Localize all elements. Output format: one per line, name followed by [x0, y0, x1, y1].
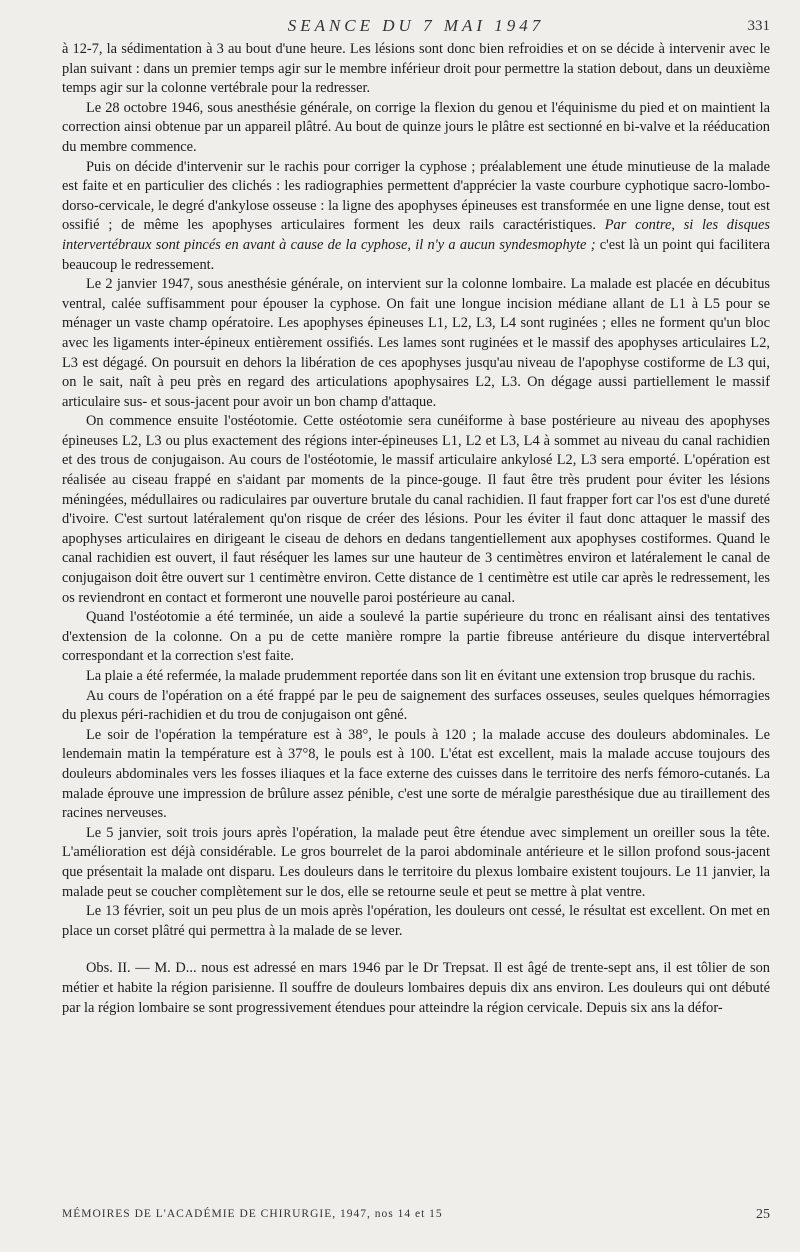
paragraph: Quand l'ostéotomie a été terminée, un aide a soulevé la partie supérieure du tronc en réalisant ainsi des tentatives d'extension de la colonne. On a pu de cette manière rompre la partie fibreuse antérieure du disque intervertébral correspondant et la correction s'est faite.	[62, 609, 770, 665]
header-page-number: 331	[747, 18, 770, 34]
paragraph: On commence ensuite l'ostéotomie. Cette ostéotomie sera cunéiforme à base postérieure au niveau des apophyses épineuses L2, L3 ou plus exactement des régions inter-épineuses L1, L2 et L3, L4 à sommet au niveau du canal rachidien et des trous de conjugaison. Au cours de l'ostéotomie, le massif articulaire ankylosé L2, L3 sera emporté. L'opération est réalisée au ciseau frappé en s'aidant par moments de la pince-gouge. Il faut être très prudent pour éviter les lésions méningées, médullaires ou radiculaires par ouverture brutale du canal rachidien. Il faut frapper fort car l'os est d'une dureté d'ivoire. C'est surtout latéralement qu'on risque de créer des lésions. Pour les éviter il faut donc attaquer le massif des apophyses articulaires en dirigeant le ciseau de dehors en dedans tangentiellement aux apophyses costiformes. Quand le canal rachidien est ouvert, il faut réséquer les lames sur une hauteur de 3 centimètres environ et latéralement le canal de conjugaison doit être ouvert sur 1 centimètre environ. Cette distance de 1 centimètre est utile car après le redressement, les os reviendront en contact et formeront une nouvelle paroi postérieure au canal.	[62, 413, 770, 606]
article-body	[62, 40, 770, 1018]
paragraph: Le 13 février, soit un peu plus de un mois après l'opération, les douleurs ont cessé, le résultat est excellent. On met en place un corset plâtré qui permettra à la malade de se lever.	[62, 903, 770, 939]
paragraph: Le soir de l'opération la température est à 38°, le pouls à 120 ; la malade accuse des douleurs abdominales. Le lendemain matin la température est à 37°8, le pouls est à 100. L'état est excellent, mais la malade accuse toujours des douleurs abdominales vers les fosses iliaques et la face externe des cuisses dans le territoire des nerfs fémoro-cutanés. La malade éprouve une impression de brûlure assez pénible, c'est une sorte de méralgie paresthésique due au tiraillement des racines nerveuses.	[62, 726, 770, 822]
header-title: SEANCE DU 7 MAI 1947	[287, 16, 545, 35]
paragraph-text: Puis on décide d'intervenir sur le rachis pour corriger la cyphose ; préalablement une étude minutieuse de la malade est faite et en particulier des clichés : les radiographies permettent d'apprécier la vaste courbure cyphotique sacro-lombo-dorso-cervicale, le degré d'ankylose osseuse : la ligne des apophyses épineuses est transformée en une ligne dense, tout est ossifié ; de même les apophyses articulaires forment les deux rails caractéristiques.	[62, 158, 770, 234]
paragraph: Le 2 janvier 1947, sous anesthésie générale, on intervient sur la colonne lombaire. La malade est placée en décubitus ventral, calée suffisamment pour épouser la cyphose. On fait une longue incision médiane allant de L1 à L5 pour se ménager un vaste champ opératoire. Les apophyses épineuses L1, L2, L3, L4 sont ruginées ; elles ne forment qu'un bloc avec les ligaments inter-épineux entièrement ossifiés. Les lames sont ruginées et le massif des apophyses articulaires L2, L3 est dégagé. On poursuit en dehors la libération de ces apophyses jusqu'au niveau de l'apophyse costiforme de L3 qui, on le sait, naît à peu près en regard des articulations apophysaires L2, L3. On dégage aussi partiellement le massif articulaire sus- et sous-jacent pour avoir un bon champ d'attaque.	[62, 276, 770, 410]
footer-journal: MÉMOIRES DE L'ACADÉMIE DE CHIRURGIE, 1947, nos 14 et 15	[62, 1208, 443, 1220]
running-footer	[62, 1208, 770, 1220]
section-gap	[62, 941, 770, 959]
paragraph: Le 5 janvier, soit trois jours après l'opération, la malade peut être étendue avec simplement un oreiller sous la tête. L'amélioration est déjà considérable. Le gros bourrelet de la paroi abdominale antérieure et le sillon profond sous-jacent que présentait la malade ont disparu. Les douleurs dans le territoire du plexus lombaire existent toujours. Le 11 janvier, la malade peut se coucher complètement sur le dos, elle se retourne seule et peut se mettre à plat ventre.	[62, 824, 770, 900]
observation-paragraph: Obs. II. — M. D... nous est adressé en mars 1946 par le Dr Trepsat. Il est âgé de trente-sept ans, il est tôlier de son métier et habite la région parisienne. Il souffre de douleurs lombaires depuis dix ans environ. Les douleurs qui ont débuté par la région lombaire se sont progressivement étendues pour atteindre la région cervicale. Depuis six ans la défor-	[62, 960, 770, 1016]
paragraph	[62, 158, 770, 276]
running-header	[62, 0, 770, 40]
footer-page-number: 25	[756, 1207, 770, 1222]
paragraph: Au cours de l'opération on a été frappé par le peu de saignement des surfaces osseuses, seules quelques hémorragies du plexus péri-rachidien et du trou de conjugaison ont gêné.	[62, 687, 770, 724]
italic-passage: Par contre, si les disques intervertébraux sont pincés en avant à cause de la cyphose, il n'y a aucun syndesmophyte ;	[62, 217, 770, 253]
paragraph-text: c'est là un point qui facilitera beaucoup le redressement.	[62, 236, 770, 273]
paragraph: à 12-7, la sédimentation à 3 au bout d'une heure. Les lésions sont donc bien refroidies et on se décide à intervenir avec le plan suivant : dans un premier temps agir sur le membre inférieur droit pour permettre la station debout, dans un deuxième temps agir sur la colonne vertébrale pour la redresser.	[62, 41, 770, 97]
paragraph: La plaie a été refermée, la malade prudemment reportée dans son lit en évitant une extension trop brusque du rachis.	[86, 668, 756, 684]
paragraph: Le 28 octobre 1946, sous anesthésie générale, on corrige la flexion du genou et l'équinisme du pied et on maintient la correction ainsi obtenue par un appareil plâtré. Au bout de quinze jours le plâtre est sectionné en bi-valve et la rééducation du membre commence.	[62, 99, 770, 155]
